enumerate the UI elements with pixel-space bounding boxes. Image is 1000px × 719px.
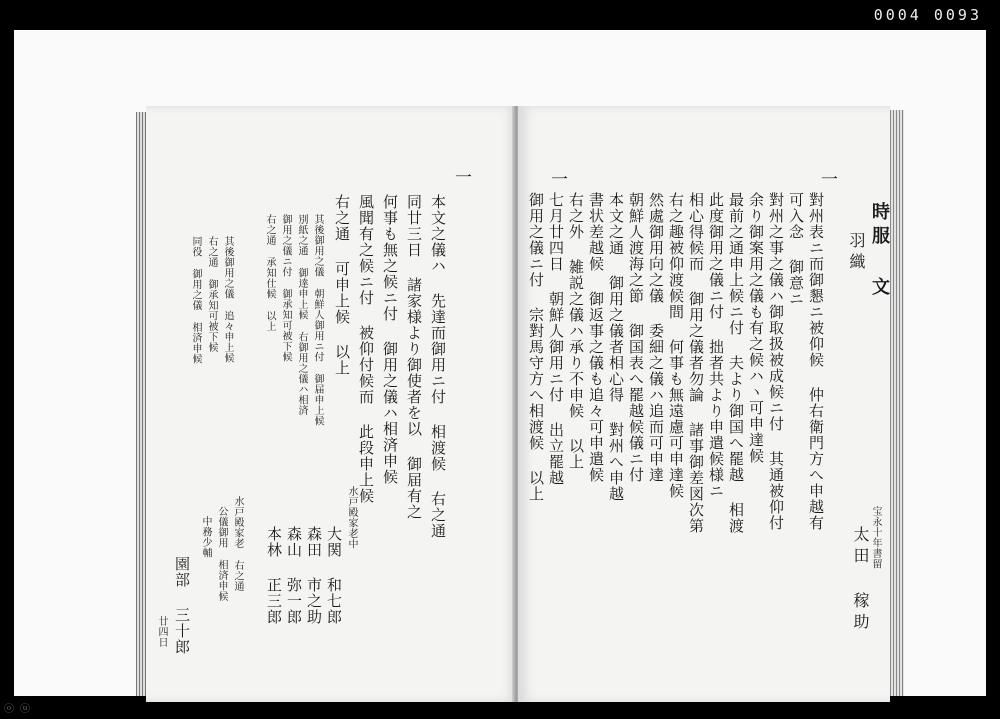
annotation-column: 右之通 承知仕候 以上 <box>264 214 275 332</box>
signature-header: 水戸殿家老中 <box>346 486 357 549</box>
signature-name: 大関 和七郎 <box>325 526 343 625</box>
text-column: 相心得候而 御用之儀者勿論 諸事御差図次第 <box>687 192 705 534</box>
annotation-column: 中務少輔 <box>200 516 211 558</box>
text-column: 右之外 雑説之儀ハ承り不申候 以上 <box>567 192 585 470</box>
text-column: 本文之儀ハ 先達而御用ニ付 相渡候 右之通 <box>429 194 447 539</box>
text-column: 御用之儀ニ付 宗對馬守方へ相渡候 以上 <box>527 192 545 502</box>
annotation-column: 別紙之通 御達申上候 右御用之儀ハ相済 <box>296 214 307 416</box>
right-page-edges <box>890 110 904 696</box>
text-column: 對州之事之儀ハ御取扱被成候ニ付 其通被仰付 <box>767 192 785 531</box>
frame-number: 0004 0093 <box>873 6 982 24</box>
bullet-mark: 一 <box>451 168 471 185</box>
annotation-column: 水戸殿家老 右之通 <box>232 496 243 592</box>
text-column: 此度御用之儀ニ付 拙者共より申遣候様ニ <box>707 192 725 499</box>
text-column: 可入念 御意ニ <box>787 192 805 307</box>
signature-name: 森山 弥一郎 <box>285 526 303 625</box>
annotation-column: 右之通 御承知可被下候 <box>206 236 217 353</box>
annotation-column: 同役 御用之儀 相済申候 <box>190 236 201 364</box>
annotation-column: 御用之儀ニ付 御承知可被下候 <box>280 214 291 362</box>
signature-name: 本林 正三郎 <box>265 526 283 625</box>
text-column: 然處御用向之儀 委細之儀ハ追而可申達 <box>647 192 665 483</box>
mount-sheet <box>14 30 986 696</box>
left-page-edges <box>136 112 146 696</box>
text-column: 最前之通申上候ニ付 夫より御国へ罷越 相渡 <box>727 192 745 534</box>
text-column: 本文之通 御用之儀者相心得 對州へ申越 <box>607 192 625 502</box>
author-name: 太田 稼助 <box>851 526 870 634</box>
text-column: 書状差越候 御返事之儀も追々可申遣候 <box>587 192 605 483</box>
text-column: 右之趣被仰渡候間 何事も無遠慮可申達候 <box>667 192 685 499</box>
frame-mark: ⓞ ⓤ <box>4 704 31 715</box>
text-column: 七月廿四日 朝鮮人御用ニ付 出立罷越 <box>547 192 565 486</box>
text-column: 右之通 可申上候 以上 <box>333 194 351 376</box>
text-column: 余り御案用之儀も有之候ハヽ可申達候 <box>747 192 765 464</box>
page-title: 時服 文 <box>869 202 890 301</box>
bullet-mark: 一 <box>547 170 567 187</box>
text-column: 何事も無之候ニ付 御用之儀ハ相済申候 <box>381 194 399 485</box>
annotation-column: 公儀御用 相済申候 <box>216 506 227 602</box>
annotation-column: 其後御用之儀 追々申上候 <box>222 236 233 363</box>
page-subtitle: 羽織 <box>847 232 866 274</box>
bullet-mark: 一 <box>817 170 837 187</box>
right-page <box>518 106 890 702</box>
date-note: 廿四日 <box>156 616 167 648</box>
open-book <box>136 106 904 702</box>
text-column: 朝鮮人渡海之節 御国表へ罷越候儀ニ付 <box>627 192 645 483</box>
left-page <box>146 106 518 702</box>
text-column: 對州表ニ而御懇ニ被仰候 仲右衛門方へ申越有 <box>807 192 825 531</box>
text-column: 風聞有之候ニ付 被仰付候而 此段申上候 <box>357 194 375 504</box>
text-column: 同廿三日 諸家様より御使者を以 御届有之 <box>405 194 423 520</box>
annotation-column: 其後御用之儀 朝鮮人御用ニ付 御届申上候 <box>312 214 323 426</box>
signature-name: 森田 市之助 <box>305 526 323 625</box>
signature-name: 園部 三十郎 <box>173 556 191 655</box>
author-note: 宝永十年書留 <box>870 506 881 569</box>
